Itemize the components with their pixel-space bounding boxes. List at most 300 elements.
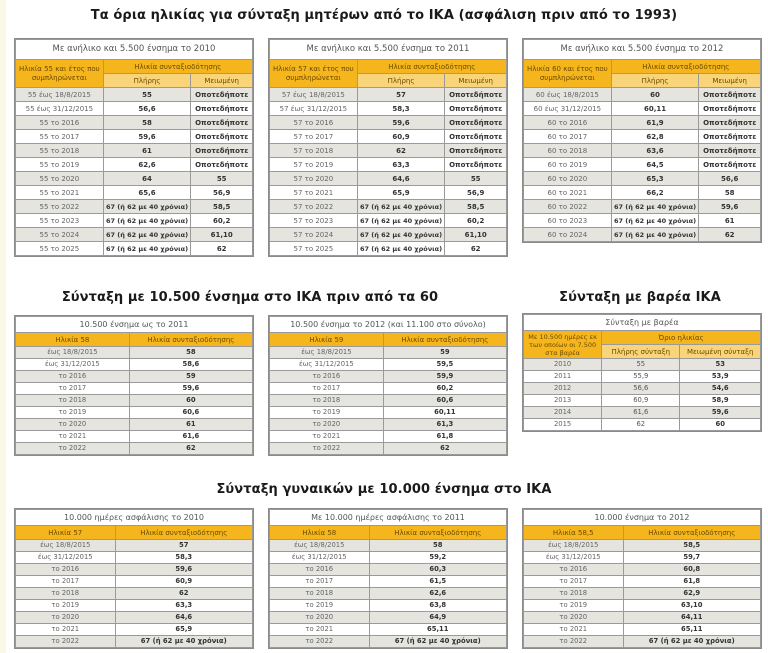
col-header-group: Όριο ηλικίας bbox=[602, 331, 761, 345]
row-label: έως 18/8/2015 bbox=[270, 347, 384, 359]
cell-value: 67 (ή 62 με 40 χρόνια) bbox=[611, 228, 699, 242]
row-label: το 2020 bbox=[524, 612, 624, 624]
cell-value: Οποτεδήποτε bbox=[191, 88, 253, 102]
row-label: 2015 bbox=[524, 419, 602, 431]
cell-value: 60,8 bbox=[623, 564, 760, 576]
table-row bbox=[524, 612, 761, 624]
row-label: 55 έως 18/8/2015 bbox=[16, 88, 104, 102]
cell-value: 62 bbox=[602, 419, 680, 431]
cell-value: 61,8 bbox=[383, 431, 506, 443]
women-table-2010 bbox=[14, 508, 254, 649]
row-label: 55 έως 31/12/2015 bbox=[16, 102, 104, 116]
cell-value: 65,9 bbox=[115, 624, 252, 636]
cell-value: 60,3 bbox=[369, 564, 506, 576]
table-row bbox=[16, 383, 253, 395]
table-row bbox=[270, 359, 507, 371]
cell-value: 61 bbox=[129, 419, 252, 431]
row-label: 60 το 2023 bbox=[524, 214, 612, 228]
women-table bbox=[523, 509, 761, 648]
table-caption: Σύνταξη με βαρέα bbox=[524, 315, 761, 331]
cell-value: 63,3 bbox=[357, 158, 445, 172]
table-row bbox=[524, 540, 761, 552]
row-label: 57 το 2025 bbox=[270, 242, 358, 256]
cell-value: 61 bbox=[699, 214, 761, 228]
table-row bbox=[270, 407, 507, 419]
cell-value: 62 bbox=[357, 144, 445, 158]
women-table bbox=[15, 509, 253, 648]
row-label: το 2021 bbox=[16, 624, 116, 636]
cell-value: 63,3 bbox=[115, 600, 252, 612]
heading-heavy: Σύνταξη με βαρέα ΙΚΑ bbox=[559, 290, 721, 305]
stamps-table-2011 bbox=[14, 315, 254, 456]
table-row bbox=[16, 443, 253, 455]
cell-value: 60,9 bbox=[602, 395, 680, 407]
cell-value: 55 bbox=[191, 172, 253, 186]
cell-value: Οποτεδήποτε bbox=[191, 102, 253, 116]
table-row bbox=[270, 158, 507, 172]
cell-value: Οποτεδήποτε bbox=[699, 88, 761, 102]
cell-value: Οποτεδήποτε bbox=[699, 158, 761, 172]
row-label: 60 το 2022 bbox=[524, 200, 612, 214]
row-label: 60 το 2018 bbox=[524, 144, 612, 158]
row-label: το 2020 bbox=[270, 419, 384, 431]
col-header-age: Ηλικία 55 και έτος που συμπληρώνεται bbox=[16, 60, 104, 88]
cell-value: 64,11 bbox=[623, 612, 760, 624]
cell-value: Οποτεδήποτε bbox=[445, 130, 507, 144]
cell-value: 67 (ή 62 με 40 χρόνια) bbox=[103, 200, 191, 214]
table-row bbox=[16, 186, 253, 200]
table-row bbox=[524, 359, 761, 371]
cell-value: 59,6 bbox=[699, 200, 761, 214]
row-label: 60 το 2024 bbox=[524, 228, 612, 242]
cell-value: 65,9 bbox=[357, 186, 445, 200]
cell-value: 67 (ή 62 με 40 χρόνια) bbox=[611, 200, 699, 214]
mothers-table bbox=[15, 39, 253, 256]
table-row bbox=[524, 576, 761, 588]
cell-value: 58,5 bbox=[445, 200, 507, 214]
stamps-table bbox=[15, 316, 253, 455]
page-side-strip bbox=[0, 0, 6, 653]
row-label: το 2018 bbox=[16, 395, 130, 407]
row-label: το 2016 bbox=[270, 564, 370, 576]
cell-value: 58 bbox=[699, 186, 761, 200]
cell-value: 53 bbox=[680, 359, 761, 371]
cell-value: 58,5 bbox=[191, 200, 253, 214]
cell-value: 56,6 bbox=[103, 102, 191, 116]
cell-value: 59,6 bbox=[115, 564, 252, 576]
table-row bbox=[16, 540, 253, 552]
table-row bbox=[524, 88, 761, 102]
table-row bbox=[270, 552, 507, 564]
cell-value: Οποτεδήποτε bbox=[699, 116, 761, 130]
cell-value: 65,3 bbox=[611, 172, 699, 186]
cell-value: 64 bbox=[103, 172, 191, 186]
row-label: έως 18/8/2015 bbox=[524, 540, 624, 552]
row-label: 60 έως 31/12/2015 bbox=[524, 102, 612, 116]
cell-value: 61,10 bbox=[191, 228, 253, 242]
cell-value: 56,6 bbox=[699, 172, 761, 186]
cell-value: 60 bbox=[680, 419, 761, 431]
row-label: 57 το 2024 bbox=[270, 228, 358, 242]
women-table bbox=[269, 509, 507, 648]
table-row bbox=[16, 624, 253, 636]
col-header-reduced: Μειωμένη bbox=[699, 74, 761, 88]
table-row bbox=[270, 612, 507, 624]
cell-value: 58 bbox=[103, 116, 191, 130]
table-row bbox=[270, 130, 507, 144]
cell-value: Οποτεδήποτε bbox=[445, 116, 507, 130]
table-row bbox=[524, 395, 761, 407]
table-row bbox=[524, 552, 761, 564]
cell-value: 67 (ή 62 με 40 χρόνια) bbox=[357, 228, 445, 242]
row-label: το 2017 bbox=[16, 383, 130, 395]
cell-value: 66,2 bbox=[611, 186, 699, 200]
table-row bbox=[270, 395, 507, 407]
row-label: το 2021 bbox=[16, 431, 130, 443]
cell-value: 55 bbox=[103, 88, 191, 102]
cell-value: 67 (ή 62 με 40 χρόνια) bbox=[115, 636, 252, 648]
cell-value: 63,6 bbox=[611, 144, 699, 158]
row-label: το 2020 bbox=[270, 612, 370, 624]
table-row bbox=[270, 576, 507, 588]
col-header-full: Πλήρης bbox=[357, 74, 445, 88]
cell-value: 61,3 bbox=[383, 419, 506, 431]
table-row bbox=[524, 407, 761, 419]
col-header-age: Ηλικία 58 bbox=[16, 333, 130, 347]
cell-value: 59,6 bbox=[103, 130, 191, 144]
table-row bbox=[16, 172, 253, 186]
table-row bbox=[16, 564, 253, 576]
stamps-table bbox=[269, 316, 507, 455]
col-header-age: Ηλικία 57 και έτος που συμπληρώνεται bbox=[270, 60, 358, 88]
cell-value: 61 bbox=[103, 144, 191, 158]
table-row bbox=[270, 228, 507, 242]
row-label: έως 18/8/2015 bbox=[270, 540, 370, 552]
table-row bbox=[16, 88, 253, 102]
row-label: το 2021 bbox=[270, 431, 384, 443]
cell-value: 55 bbox=[602, 359, 680, 371]
cell-value: 65,11 bbox=[369, 624, 506, 636]
row-label: 55 το 2023 bbox=[16, 214, 104, 228]
women-table-2011 bbox=[268, 508, 508, 649]
col-header-group: Ηλικία συνταξιοδότησης bbox=[357, 60, 506, 74]
row-label: το 2021 bbox=[270, 624, 370, 636]
table-row bbox=[270, 383, 507, 395]
cell-value: Οποτεδήποτε bbox=[445, 102, 507, 116]
row-label: 2013 bbox=[524, 395, 602, 407]
row-label: το 2017 bbox=[16, 576, 116, 588]
col-header-full: Πλήρης bbox=[611, 74, 699, 88]
row-label: έως 31/12/2015 bbox=[524, 552, 624, 564]
table-row bbox=[270, 144, 507, 158]
row-label: 55 το 2018 bbox=[16, 144, 104, 158]
table-row bbox=[270, 102, 507, 116]
table-row bbox=[270, 636, 507, 648]
col-header-age: Ηλικία 58 bbox=[270, 526, 370, 540]
cell-value: 62 bbox=[129, 443, 252, 455]
row-label: το 2016 bbox=[16, 371, 130, 383]
row-label: το 2022 bbox=[270, 636, 370, 648]
cell-value: 55 bbox=[445, 172, 507, 186]
cell-value: 58,9 bbox=[680, 395, 761, 407]
table-row bbox=[16, 588, 253, 600]
col-header-age: Ηλικία 59 bbox=[270, 333, 384, 347]
table-row bbox=[524, 383, 761, 395]
cell-value: Οποτεδήποτε bbox=[445, 88, 507, 102]
cell-value: 67 (ή 62 με 40 χρόνια) bbox=[103, 242, 191, 256]
col-header-retirement-age: Ηλικία συνταξιοδότησης bbox=[129, 333, 252, 347]
table-row bbox=[270, 588, 507, 600]
table-row bbox=[16, 419, 253, 431]
col-header-group: Ηλικία συνταξιοδότησης bbox=[103, 60, 252, 74]
cell-value: 55,9 bbox=[602, 371, 680, 383]
cell-value: Οποτεδήποτε bbox=[445, 158, 507, 172]
row-label: το 2022 bbox=[16, 443, 130, 455]
table-row bbox=[524, 588, 761, 600]
table-row bbox=[524, 624, 761, 636]
cell-value: 63,10 bbox=[623, 600, 760, 612]
table-caption: Με ανήλικο και 5.500 ένσημα το 2012 bbox=[524, 40, 761, 60]
table-row bbox=[16, 407, 253, 419]
cell-value: 62 bbox=[191, 242, 253, 256]
cell-value: 61,6 bbox=[129, 431, 252, 443]
row-label: 57 το 2022 bbox=[270, 200, 358, 214]
cell-value: 60,2 bbox=[383, 383, 506, 395]
table-row bbox=[270, 600, 507, 612]
row-label: έως 18/8/2015 bbox=[16, 540, 116, 552]
table-row bbox=[524, 186, 761, 200]
row-label: το 2019 bbox=[270, 407, 384, 419]
table-caption: 10.500 ένσημα το 2012 (και 11.100 στο σύνολο) bbox=[270, 317, 507, 333]
mothers-table-2011 bbox=[268, 38, 508, 257]
table-row bbox=[16, 102, 253, 116]
heading-women: Σύνταξη γυναικών με 10.000 ένσημα στο ΙΚΑ bbox=[216, 482, 552, 497]
cell-value: 59,2 bbox=[369, 552, 506, 564]
table-row bbox=[524, 130, 761, 144]
col-header-age: Ηλικία 58,5 bbox=[524, 526, 624, 540]
table-row bbox=[524, 200, 761, 214]
table-row bbox=[270, 116, 507, 130]
row-label: 57 το 2020 bbox=[270, 172, 358, 186]
col-header-full: Πλήρης bbox=[103, 74, 191, 88]
table-row bbox=[524, 102, 761, 116]
cell-value: 58,6 bbox=[129, 359, 252, 371]
row-label: 2011 bbox=[524, 371, 602, 383]
row-label: έως 18/8/2015 bbox=[16, 347, 130, 359]
row-label: το 2017 bbox=[270, 383, 384, 395]
col-header-retirement-age: Ηλικία συνταξιοδότησης bbox=[623, 526, 760, 540]
table-row bbox=[524, 636, 761, 648]
cell-value: 61,9 bbox=[611, 116, 699, 130]
col-header-reduced: Μειωμένη σύνταξη bbox=[680, 345, 761, 359]
heading-10500-stamps: Σύνταξη με 10.500 ένσημα στο ΙΚΑ πριν από τα 60 bbox=[61, 290, 439, 305]
row-label: το 2018 bbox=[270, 395, 384, 407]
cell-value: 67 (ή 62 με 40 χρόνια) bbox=[103, 228, 191, 242]
heading-mothers: Τα όρια ηλικίας για σύνταξη μητέρων από το ΙΚΑ (ασφάλιση πριν από το 1993) bbox=[90, 8, 678, 23]
table-row bbox=[270, 431, 507, 443]
col-header-retirement-age: Ηλικία συνταξιοδότησης bbox=[383, 333, 506, 347]
row-label: έως 31/12/2015 bbox=[16, 359, 130, 371]
cell-value: 60,6 bbox=[129, 407, 252, 419]
cell-value: 58 bbox=[369, 540, 506, 552]
cell-value: 59,6 bbox=[680, 407, 761, 419]
cell-value: 60,11 bbox=[611, 102, 699, 116]
table-row bbox=[270, 443, 507, 455]
row-label: το 2022 bbox=[16, 636, 116, 648]
cell-value: 67 (ή 62 με 40 χρόνια) bbox=[611, 214, 699, 228]
col-header-retirement-age: Ηλικία συνταξιοδότησης bbox=[369, 526, 506, 540]
row-label: το 2020 bbox=[16, 419, 130, 431]
table-row bbox=[524, 564, 761, 576]
cell-value: 53,9 bbox=[680, 371, 761, 383]
cell-value: Οποτεδήποτε bbox=[445, 144, 507, 158]
mothers-table-2012 bbox=[522, 38, 762, 243]
table-row bbox=[16, 371, 253, 383]
row-label: 57 το 2016 bbox=[270, 116, 358, 130]
row-label: 60 το 2021 bbox=[524, 186, 612, 200]
table-row bbox=[16, 116, 253, 130]
cell-value: 56,9 bbox=[191, 186, 253, 200]
table-row bbox=[16, 144, 253, 158]
cell-value: 59,9 bbox=[383, 371, 506, 383]
cell-value: 59,6 bbox=[129, 383, 252, 395]
cell-value: 54,6 bbox=[680, 383, 761, 395]
row-label: έως 31/12/2015 bbox=[16, 552, 116, 564]
row-label: το 2018 bbox=[16, 588, 116, 600]
cell-value: 65,6 bbox=[103, 186, 191, 200]
table-caption: Με 10.000 ημέρες ασφάλισης το 2011 bbox=[270, 510, 507, 526]
col-header-days: Με 10.500 ημέρες εκ των οποίων οι 7.500 στα βαρέα bbox=[524, 331, 602, 359]
row-label: 55 το 2025 bbox=[16, 242, 104, 256]
row-label: το 2021 bbox=[524, 624, 624, 636]
table-row bbox=[524, 214, 761, 228]
table-row bbox=[270, 371, 507, 383]
table-row bbox=[16, 431, 253, 443]
cell-value: Οποτεδήποτε bbox=[699, 144, 761, 158]
row-label: 55 το 2024 bbox=[16, 228, 104, 242]
table-row bbox=[524, 144, 761, 158]
table-row bbox=[270, 214, 507, 228]
table-row bbox=[270, 172, 507, 186]
row-label: το 2020 bbox=[16, 612, 116, 624]
cell-value: 64,6 bbox=[357, 172, 445, 186]
cell-value: 62 bbox=[115, 588, 252, 600]
cell-value: 61,6 bbox=[602, 407, 680, 419]
table-row bbox=[270, 419, 507, 431]
cell-value: Οποτεδήποτε bbox=[191, 116, 253, 130]
table-row bbox=[16, 228, 253, 242]
cell-value: Οποτεδήποτε bbox=[699, 102, 761, 116]
table-row bbox=[524, 228, 761, 242]
row-label: 60 το 2019 bbox=[524, 158, 612, 172]
table-row bbox=[524, 600, 761, 612]
cell-value: 59,5 bbox=[383, 359, 506, 371]
mothers-table bbox=[523, 39, 761, 242]
cell-value: 62 bbox=[383, 443, 506, 455]
cell-value: 67 (ή 62 με 40 χρόνια) bbox=[623, 636, 760, 648]
row-label: το 2016 bbox=[16, 564, 116, 576]
table-row bbox=[16, 552, 253, 564]
cell-value: 58,3 bbox=[115, 552, 252, 564]
table-row bbox=[524, 116, 761, 130]
cell-value: 58,3 bbox=[357, 102, 445, 116]
cell-value: 57 bbox=[115, 540, 252, 552]
row-label: το 2019 bbox=[270, 600, 370, 612]
row-label: 60 το 2016 bbox=[524, 116, 612, 130]
cell-value: 64,6 bbox=[115, 612, 252, 624]
col-header-retirement-age: Ηλικία συνταξιοδότησης bbox=[115, 526, 252, 540]
row-label: 57 το 2018 bbox=[270, 144, 358, 158]
row-label: 2012 bbox=[524, 383, 602, 395]
row-label: 55 το 2019 bbox=[16, 158, 104, 172]
row-label: 55 το 2021 bbox=[16, 186, 104, 200]
row-label: 60 το 2020 bbox=[524, 172, 612, 186]
table-row bbox=[270, 540, 507, 552]
row-label: το 2017 bbox=[270, 576, 370, 588]
col-header-reduced: Μειωμένη bbox=[445, 74, 507, 88]
row-label: το 2018 bbox=[270, 588, 370, 600]
table-row bbox=[16, 636, 253, 648]
table-row bbox=[270, 347, 507, 359]
heavy-work-table bbox=[523, 314, 761, 431]
cell-value: 63,8 bbox=[369, 600, 506, 612]
mothers-table-2010 bbox=[14, 38, 254, 257]
table-row bbox=[16, 130, 253, 144]
cell-value: 65,11 bbox=[623, 624, 760, 636]
cell-value: 67 (ή 62 με 40 χρόνια) bbox=[357, 242, 445, 256]
table-row bbox=[16, 612, 253, 624]
cell-value: 67 (ή 62 με 40 χρόνια) bbox=[357, 200, 445, 214]
cell-value: 60,2 bbox=[191, 214, 253, 228]
table-caption: 10.000 ένσημα το 2012 bbox=[524, 510, 761, 526]
stamps-table-2012 bbox=[268, 315, 508, 456]
cell-value: 67 (ή 62 με 40 χρόνια) bbox=[357, 214, 445, 228]
col-header-age: Ηλικία 57 bbox=[16, 526, 116, 540]
cell-value: 60 bbox=[129, 395, 252, 407]
cell-value: 61,8 bbox=[623, 576, 760, 588]
cell-value: 62 bbox=[445, 242, 507, 256]
table-row bbox=[270, 564, 507, 576]
table-row bbox=[16, 600, 253, 612]
cell-value: 56,9 bbox=[445, 186, 507, 200]
cell-value: 61,5 bbox=[369, 576, 506, 588]
row-label: 60 έως 18/8/2015 bbox=[524, 88, 612, 102]
cell-value: 62,6 bbox=[369, 588, 506, 600]
table-caption: Με ανήλικο και 5.500 ένσημα το 2010 bbox=[16, 40, 253, 60]
cell-value: 59 bbox=[383, 347, 506, 359]
cell-value: 60,2 bbox=[445, 214, 507, 228]
row-label: το 2016 bbox=[524, 564, 624, 576]
cell-value: 59 bbox=[129, 371, 252, 383]
row-label: το 2022 bbox=[270, 443, 384, 455]
table-row bbox=[524, 172, 761, 186]
cell-value: 60 bbox=[611, 88, 699, 102]
row-label: 57 το 2023 bbox=[270, 214, 358, 228]
table-row bbox=[270, 186, 507, 200]
cell-value: 67 (ή 62 με 40 χρόνια) bbox=[103, 214, 191, 228]
row-label: 57 το 2017 bbox=[270, 130, 358, 144]
table-row bbox=[16, 395, 253, 407]
table-row bbox=[524, 371, 761, 383]
cell-value: 62 bbox=[699, 228, 761, 242]
cell-value: 57 bbox=[357, 88, 445, 102]
row-label: 57 το 2021 bbox=[270, 186, 358, 200]
cell-value: 61,10 bbox=[445, 228, 507, 242]
cell-value: 64,5 bbox=[611, 158, 699, 172]
row-label: το 2019 bbox=[16, 407, 130, 419]
row-label: 55 το 2016 bbox=[16, 116, 104, 130]
row-label: το 2017 bbox=[524, 576, 624, 588]
